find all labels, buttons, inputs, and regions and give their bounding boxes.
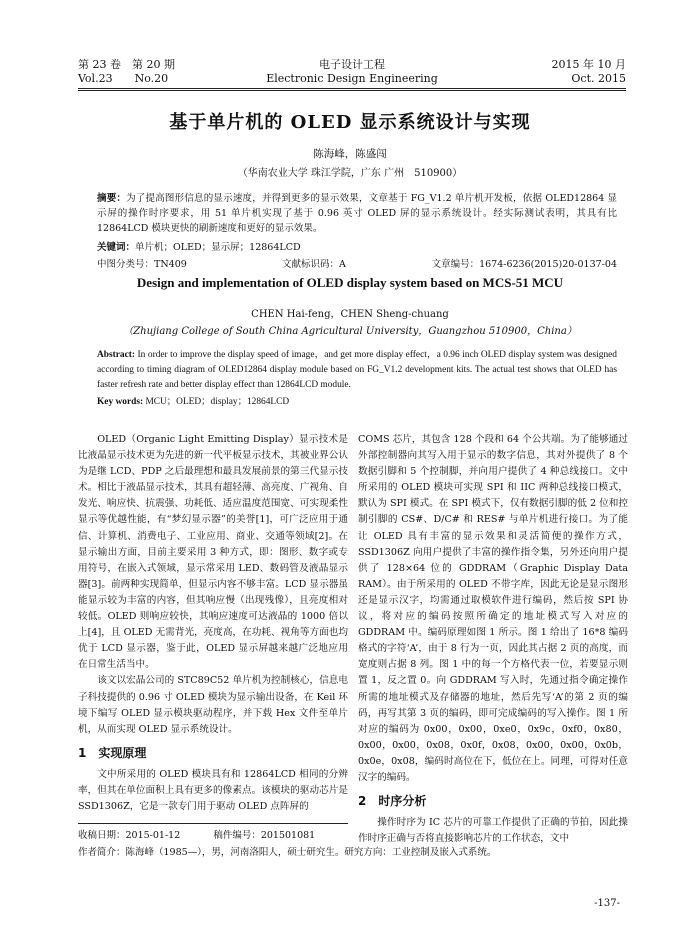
author-bio: 作者简介：陈海峰（1985—），男，河南洛阳人，硕士研究生。研究方向：工业控制及嵌入式系统。 xyxy=(78,847,497,858)
footnote-rule xyxy=(78,823,348,824)
article-number: 文章编号：1674-6236(2015)20-0137-04 xyxy=(431,259,617,270)
journal-name-en: Electronic Design Engineering xyxy=(266,72,438,85)
abstract-cn-label: 摘要： xyxy=(97,193,127,204)
body-column-right xyxy=(358,432,628,847)
document-code: 文献标识码：A xyxy=(282,259,346,270)
page-number: -137- xyxy=(594,898,620,909)
date-cn: 2015 年 10 月 xyxy=(551,58,626,71)
keywords-cn-text: 单片机；OLED；显示屏；12864LCD xyxy=(135,242,301,253)
running-header xyxy=(78,58,626,88)
intro-paragraph-2: 该文以宏晶公司的 STC89C52 单片机为控制核心，信息电子科技提供的 0.96 寸 OLED 模块为显示输出设备，在 Keil 环境下编写 OLED 显示模块驱动程序，并下载 Hex 文件至单片机，从而实现 OLED 显示系统设计。 xyxy=(78,675,348,735)
keywords-en-text: MCU；OLED；display；12864LCD xyxy=(143,397,290,407)
abstract-cn-text: 为了提高图形信息的显示速度，并得到更多的显示效果，文章基于 FG_V1.2 单片机开发板，依据 OLED12864 显示屏的操作时序要求，用 51 单片机实现了基于 0.96 英寸 OLED 屏的显示系统设计。经实际测试表明，其具有比 12864LCD 模块更快的刷新速度和更好的显示效果。 xyxy=(97,193,617,234)
article-title-cn: 基于单片机的 OLED 显示系统设计与实现 xyxy=(169,112,531,133)
authors-en: CHEN Hai-feng，CHEN Sheng-chuang xyxy=(251,309,449,320)
journal-name-cn: 电子设计工程 xyxy=(319,58,385,71)
header-rule xyxy=(78,88,626,91)
keywords-en xyxy=(97,395,617,410)
intro-paragraph-1: OLED（Organic Light Emitting Display）显示技术是比液晶显示技术更为先进的新一代平板显示技术，其被业界公认为是继 LCD、PDP 之后最理想和最具发展前景的第三代显示技术。相比于液晶显示技术，其具有超轻薄、高亮度、广视角、自发光、响应快、抗震强、功耗低、适应温度范围宽、可实现柔性显示等优越性能，有“梦幻显示器”的美誉[1]，可广泛应用于通信、计算机、消费电子、工业应用、商业、交通等领域[2]。在显示输出方面，目前主要采用 3 种方式，即：图形、数字或专用符号，在嵌入式领域，显示常采用 LED、数码管及液晶显示器[3]。前两种实现简单，但显示内容不够丰富。LCD 显示器虽能显示较为丰富的内容，但其响应慢（出现残像），且亮度相对较低。OLED 则响应较快，其响应速度可达液晶的 1000 倍以上[4]，且 OLED 无需背光，亮度高，在功耗、视角等方面也均优于 LCD 显示器，鉴于此，OLED 显示屏越来越广泛地应用在日常生活当中。 xyxy=(78,434,348,671)
keywords-cn-label: 关键词： xyxy=(97,242,136,253)
section-1-paragraph-1: 文中所采用的 OLED 模块具有和 12864LCD 相同的分辨率，但其在单位面积上具有更多的像素点。该模块的驱动芯片是 SSD1306Z，它是一款专门用于驱动 OLED 点阵屏的 xyxy=(78,768,348,813)
abstract-en xyxy=(97,348,617,393)
abstract-en-text: In order to improve the display speed of image，and get more display effect，a 0.96 inch OLED display system was designed according to timing diagram of OLED12864 display module based on FG_V1.2 development kits. The actual test shows that OLED has faster refresh rate and better display effect than 12864LCD module. xyxy=(97,350,617,390)
volume-cn: 第 23 卷 第 20 期 xyxy=(78,58,175,71)
keywords-en-label: Key words: xyxy=(97,397,144,407)
section-1-heading: 1 实现原理 xyxy=(78,745,147,760)
keywords-cn xyxy=(97,240,617,255)
affiliation-en: （Zhujiang College of South China Agricultural University，Guangzhou 510900，China） xyxy=(123,326,577,337)
abstract-cn xyxy=(97,191,617,236)
running-header-date xyxy=(552,58,626,86)
section-2-paragraph-1: 操作时序为 IC 芯片的可靠工作提供了正确的节拍，因此操作时序正确与否将直接影响芯片的工作状态，文中 xyxy=(358,817,628,845)
clc-number: 中图分类号：TN409 xyxy=(97,259,187,270)
section-2-heading: 2 时序分析 xyxy=(358,794,427,809)
classification-row xyxy=(97,256,617,270)
footnote-dates xyxy=(78,829,345,843)
received-date: 收稿日期：2015-01-12 xyxy=(78,830,181,841)
body-column-left xyxy=(78,432,348,815)
volume-en: Vol.23 No.20 xyxy=(78,72,169,85)
abstract-en-label: Abstract: xyxy=(97,350,136,360)
affiliation-cn: （华南农业大学 珠江学院，广东 广州 510900） xyxy=(237,168,463,179)
running-header-journal xyxy=(78,58,626,86)
authors-cn: 陈海峰，陈盛闯 xyxy=(313,148,387,160)
date-en: Oct. 2015 xyxy=(571,72,626,85)
manuscript-number: 稿件编号：201501081 xyxy=(213,830,316,841)
section-1-paragraph-1-continued: COMS 芯片，其包含 128 个段和 64 个公共端。为了能够通过外部控制器向其写入用于显示的数字信息，其对外提供了 8 个数据引脚和 5 个控制脚，并向用户提供了 4 种总线接口。文中所采用的 OLED 模块可实现 SPI 和 IIC 两种总线接口模式，默认为 SPI 模式。在 SPI 模式下，仅有数据引脚的低 2 位和控制引脚的 CS#、D/C# 和 RES# 与单片机进行接口。为了能让 OLED 具有丰富的显示效果和灵活简便的操作方式，SSD1306Z 向用户提供了丰富的操作指令集，另外还向用户提供了 128×64 位的 GDDRAM（Graphic Display Data RAM）。由于所采用的 OLED 不带字库，因此无论是显示图形还是显示汉字，均需通过取模软件进行编码，然后按 SPI 协议，将对应的编码按照所确定的地址模式写入对应的 GDDRAM 中。编码原理如图 1 所示。图 1 给出了 16*8 编码格式的字符‘A’，由于 8 行为一页，因此其占据 2 页的高度，而宽度则占据 8 列。图 1 中的每一个方格代表一位，若要显示则置 1，反之置 0。向 GDDRAM 写入时，先通过指令确定操作所需的地址模式及存储器的地址，然后先写‘A’的第 2 页的编码，再写其第 3 页的编码，即可完成编码的写入操作。图 1 所对应的编码为 0x00，0x00，0xe0，0x9c，0xf0，0x80，0x00，0x00，0x08，0x0f，0x08，0x00，0x00，0x0b，0x0e，0x08，编码时高位在下，低位在上。同理，可得对任意汉字的编码。 xyxy=(358,434,628,783)
article-title-en: Design and implementation of OLED display system based on MCS-51 MCU xyxy=(136,275,564,290)
